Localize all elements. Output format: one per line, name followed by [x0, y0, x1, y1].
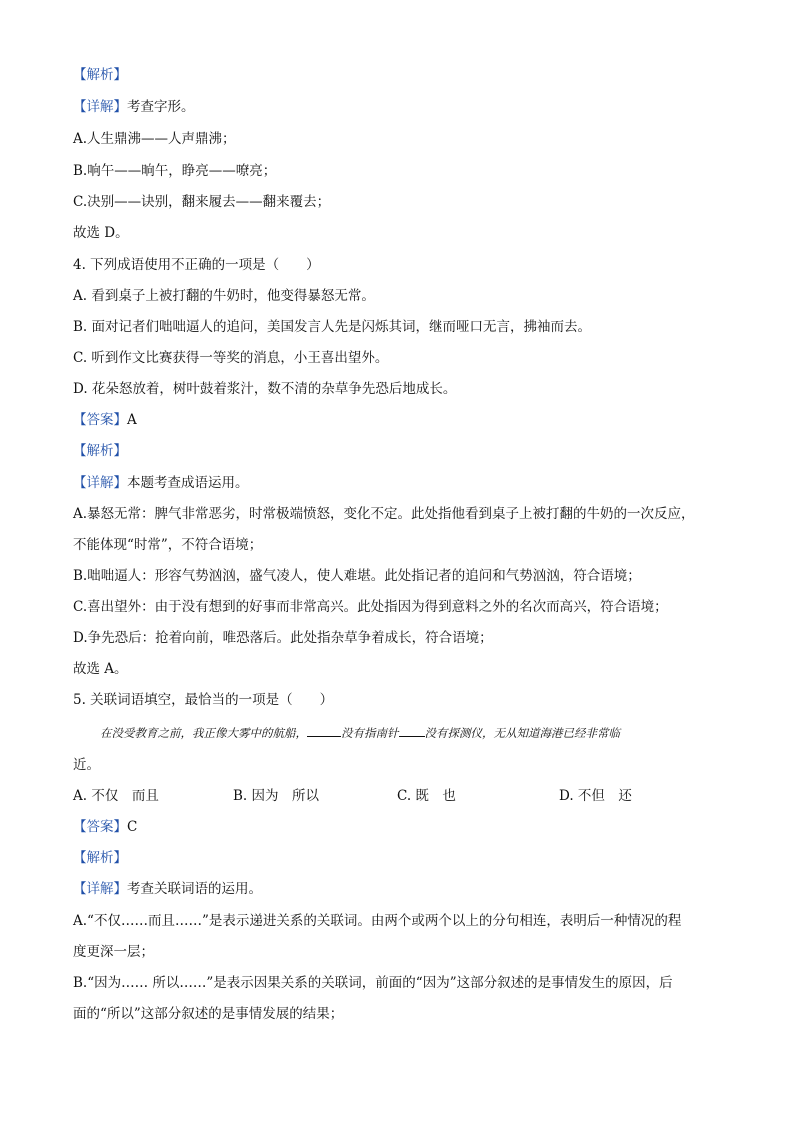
text: 考查关联词语的运用。: [127, 881, 262, 897]
answer-line: [73, 818, 137, 836]
question-5-sentence: [100, 724, 620, 741]
tag: 【答案】: [73, 819, 127, 835]
text-line: 故选 A。: [73, 661, 128, 677]
tag: 【解析】: [73, 67, 127, 83]
text-line: B.咄咄逼人：形容气势汹汹，盛气凌人，使人难堪。此处指记者的追问和气势汹汹，符合语境；: [73, 568, 641, 584]
text-line: C.喜出望外：由于没有想到的好事而非常高兴。此处指因为得到意料之外的名次而高兴，符合语境；: [73, 599, 668, 615]
choice-a: A. 不仅 而且: [73, 788, 159, 804]
tag: 【详解】: [73, 475, 127, 491]
text-line: D.争先恐后：抢着向前，唯恐落后。此处指杂草争着成长，符合语境；: [73, 630, 493, 646]
question-5-stem: 5. 关联词语填空，最恰当的一项是（ ）: [73, 692, 334, 708]
text: C: [127, 819, 138, 835]
text-line: A.“不仅……而且……”是表示递进关系的关联词。由两个或两个以上的分句相连，表明后一种情况的程: [73, 913, 682, 929]
text: 考查字形。: [127, 99, 195, 115]
text-line: B.“因为…… 所以……”是表示因果关系的关联词，前面的“因为”这部分叙述的是事情发生的原因，后: [73, 975, 673, 991]
text: 本题考查成语运用。: [127, 475, 249, 491]
tag: 【详解】: [73, 881, 127, 897]
text-line: 度更深一层；: [73, 944, 154, 960]
option-line: A. 看到桌子上被打翻的牛奶时，他变得暴怒无常。: [73, 288, 375, 304]
sentence-c: 没有探测仪，无从知道海港已经非常临: [424, 726, 620, 740]
option-line: B. 面对记者们咄咄逼人的追问，美国发言人先是闪烁其词，继而哑口无言，拂袖而去。: [73, 319, 592, 335]
option-line: D. 花朵怒放着，树叶鼓着浆汁，数不清的杂草争先恐后地成长。: [73, 381, 457, 397]
choice-c: C. 既 也: [397, 788, 456, 804]
text-line: 故选 D。: [73, 225, 129, 241]
option-line: C. 听到作文比赛获得一等奖的消息，小王喜出望外。: [73, 350, 389, 366]
sentence-b: 没有指南针: [341, 726, 399, 740]
tag: 【解析】: [73, 443, 127, 459]
tag: 【详解】: [73, 99, 127, 115]
tag: 【解析】: [73, 850, 127, 866]
question-4-stem: 4. 下列成语使用不正确的一项是（ ）: [73, 257, 320, 273]
text-line: A.人生鼎沸——人声鼎沸；: [73, 131, 236, 147]
text-line: 面的“所以”这部分叙述的是事情发展的结果；: [73, 1006, 344, 1022]
tag: 【答案】: [73, 412, 127, 428]
text: A: [127, 412, 137, 428]
question-5-sentence-end: 近。: [73, 757, 100, 773]
sentence-a: 在没受教育之前，我正像大雾中的航船，: [100, 726, 307, 740]
text-line: B.响午——晌午，睁亮——嘹亮；: [73, 163, 277, 179]
choice-d: D. 不但 还: [559, 788, 632, 804]
detail-line: [73, 880, 262, 898]
text-line: A.暴怒无常：脾气非常恶劣，时常极端愤怒，变化不定。此处指他看到桌子上被打翻的牛奶的一次反应，: [73, 506, 695, 522]
text-line: C.决别——诀别，翻来履去——翻来覆去；: [73, 194, 331, 210]
answer-line: [73, 411, 137, 429]
analysis-label: [73, 849, 127, 867]
detail-line: [73, 98, 195, 116]
analysis-label: [73, 66, 127, 84]
fill-blank: [399, 724, 425, 737]
fill-blank: [307, 724, 341, 737]
text-line: 不能体现“时常”，不符合语境；: [73, 537, 263, 553]
analysis-label: [73, 442, 127, 460]
detail-line: [73, 474, 249, 492]
choice-b: B. 因为 所以: [233, 788, 320, 804]
